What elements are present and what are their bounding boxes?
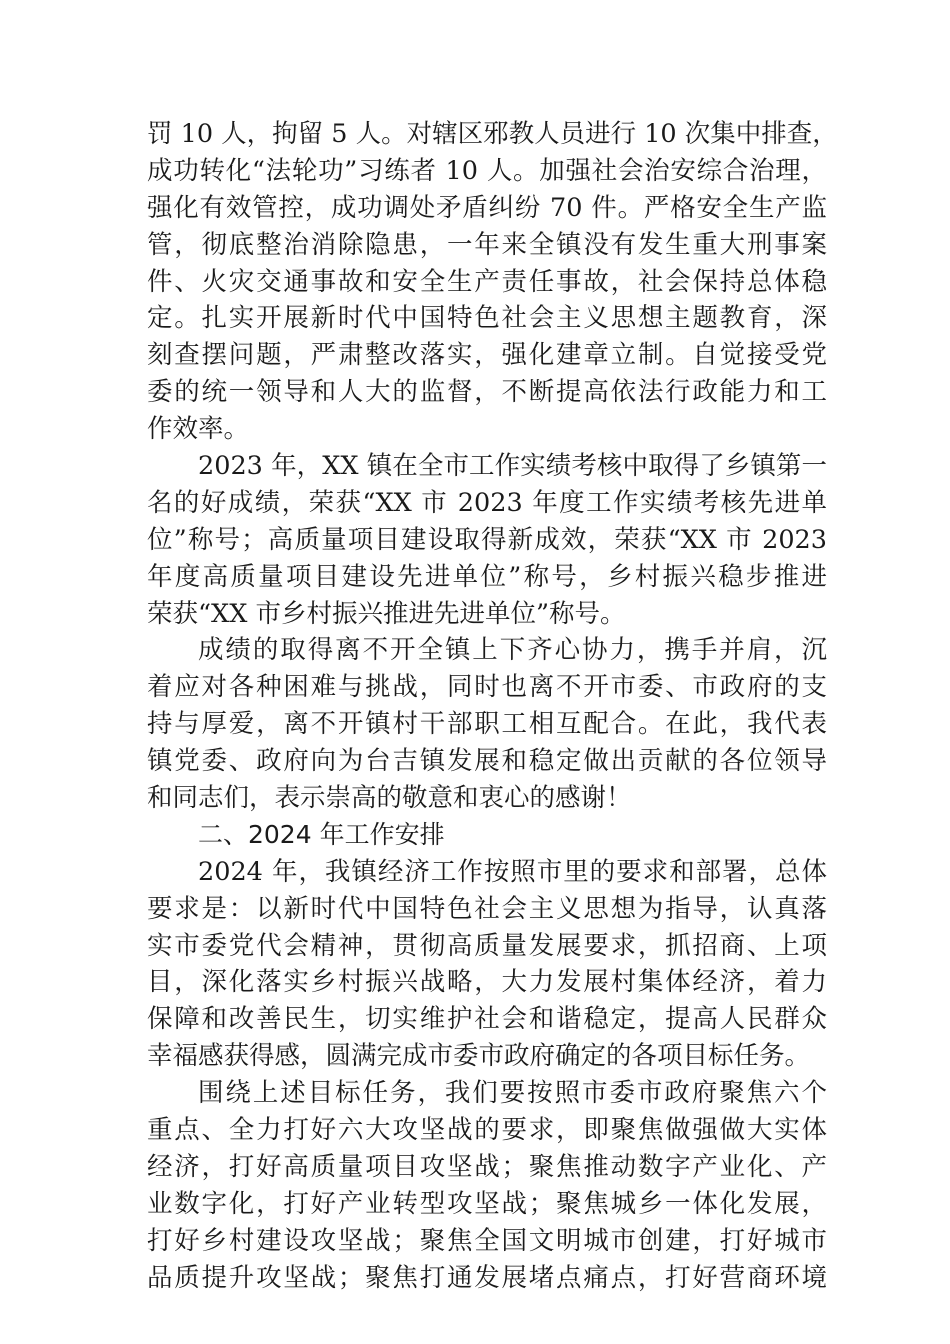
text-line: 强化有效管控，成功调处矛盾纠纷 70 件。严格安全生产监: [147, 192, 827, 223]
paragraph-six-battles: [147, 1075, 827, 1296]
text-line: 和同志们，表示崇高的敬意和衷心的感谢！: [147, 783, 632, 814]
text-line: 镇党委、政府向为台吉镇发展和稳定做出贡献的各位领导: [147, 746, 827, 777]
paragraph-thanks: [147, 632, 827, 816]
text-line: 目，深化落实乡村振兴战略，大力发展村集体经济，着力: [147, 967, 827, 998]
text-line: 定。扎实开展新时代中国特色社会主义思想主题教育，深: [147, 303, 827, 334]
text-line: 位”称号；高质量项目建设取得新成效，荣获“XX 市 2023: [147, 524, 827, 555]
paragraph-public-security: [147, 116, 838, 448]
text-line: 件、火灾交通事故和安全生产责任事故，社会保持总体稳: [147, 266, 827, 297]
text-line: 名的好成绩，荣获“XX 市 2023 年度工作实绩考核先进单: [147, 487, 827, 518]
text-line: 保障和改善民生，切实维护社会和谐稳定，提高人民群众: [147, 1004, 827, 1035]
paragraph-2024-requirements: [147, 854, 827, 1075]
text-line: 2023 年，XX 镇在全市工作实绩考核中取得了乡镇第一: [198, 451, 827, 482]
text-line: 荣获“XX 市乡村振兴推进先进单位”称号。: [147, 598, 626, 629]
text-line: 2024 年，我镇经济工作按照市里的要求和部署，总体: [198, 856, 827, 887]
text-line: 品质提升攻坚战；聚焦打通发展堵点痛点，打好营商环境: [147, 1262, 827, 1293]
text-line: 幸福感获得感，圆满完成市委市政府确定的各项目标任务。: [147, 1041, 811, 1072]
text-line: 着应对各种困难与挑战，同时也离不开市委、市政府的支: [147, 672, 827, 703]
text-line: 作效率。: [147, 414, 250, 445]
text-line: 管，彻底整治消除隐患，一年来全镇没有发生重大刑事案: [147, 229, 827, 260]
text-line: 成功转化“法轮功”习练者 10 人。加强社会治安综合治理，: [147, 155, 827, 186]
text-line: 刻查摆问题，严肃整改落实，强化建章立制。自觉接受党: [147, 340, 827, 371]
text-line: 实市委党代会精神，贯彻高质量发展要求，抓招商、上项: [147, 930, 827, 961]
document-body: [147, 116, 838, 1297]
text-line: 经济，打好高质量项目攻坚战；聚焦推动数字产业化、产: [147, 1151, 827, 1182]
text-line: 打好乡村建设攻坚战；聚焦全国文明城市创建，打好城市: [147, 1225, 827, 1256]
section-heading: 二、2024 年工作安排: [198, 819, 445, 849]
paragraph-2023-achievements: [147, 448, 827, 632]
text-line: 成绩的取得离不开全镇上下齐心协力，携手并肩，沉: [198, 635, 827, 666]
text-line: 罚 10 人，拘留 5 人。对辖区邪教人员进行 10 次集中排查，: [147, 119, 838, 149]
text-line: 重点、全力打好六大攻坚战的要求，即聚焦做强做大实体: [147, 1115, 827, 1146]
text-line: 年度高质量项目建设先进单位”称号，乡村振兴稳步推进: [147, 561, 827, 592]
text-line: 委的统一领导和人大的监督，不断提高依法行政能力和工: [147, 377, 827, 408]
text-line: 要求是：以新时代中国特色社会主义思想为指导，认真落: [147, 893, 827, 924]
text-line: 围绕上述目标任务，我们要按照市委市政府聚焦六个: [198, 1078, 827, 1109]
text-line: 业数字化，打好产业转型攻坚战；聚焦城乡一体化发展，: [147, 1188, 827, 1219]
text-line: 持与厚爱，离不开镇村干部职工相互配合。在此，我代表: [147, 709, 827, 740]
